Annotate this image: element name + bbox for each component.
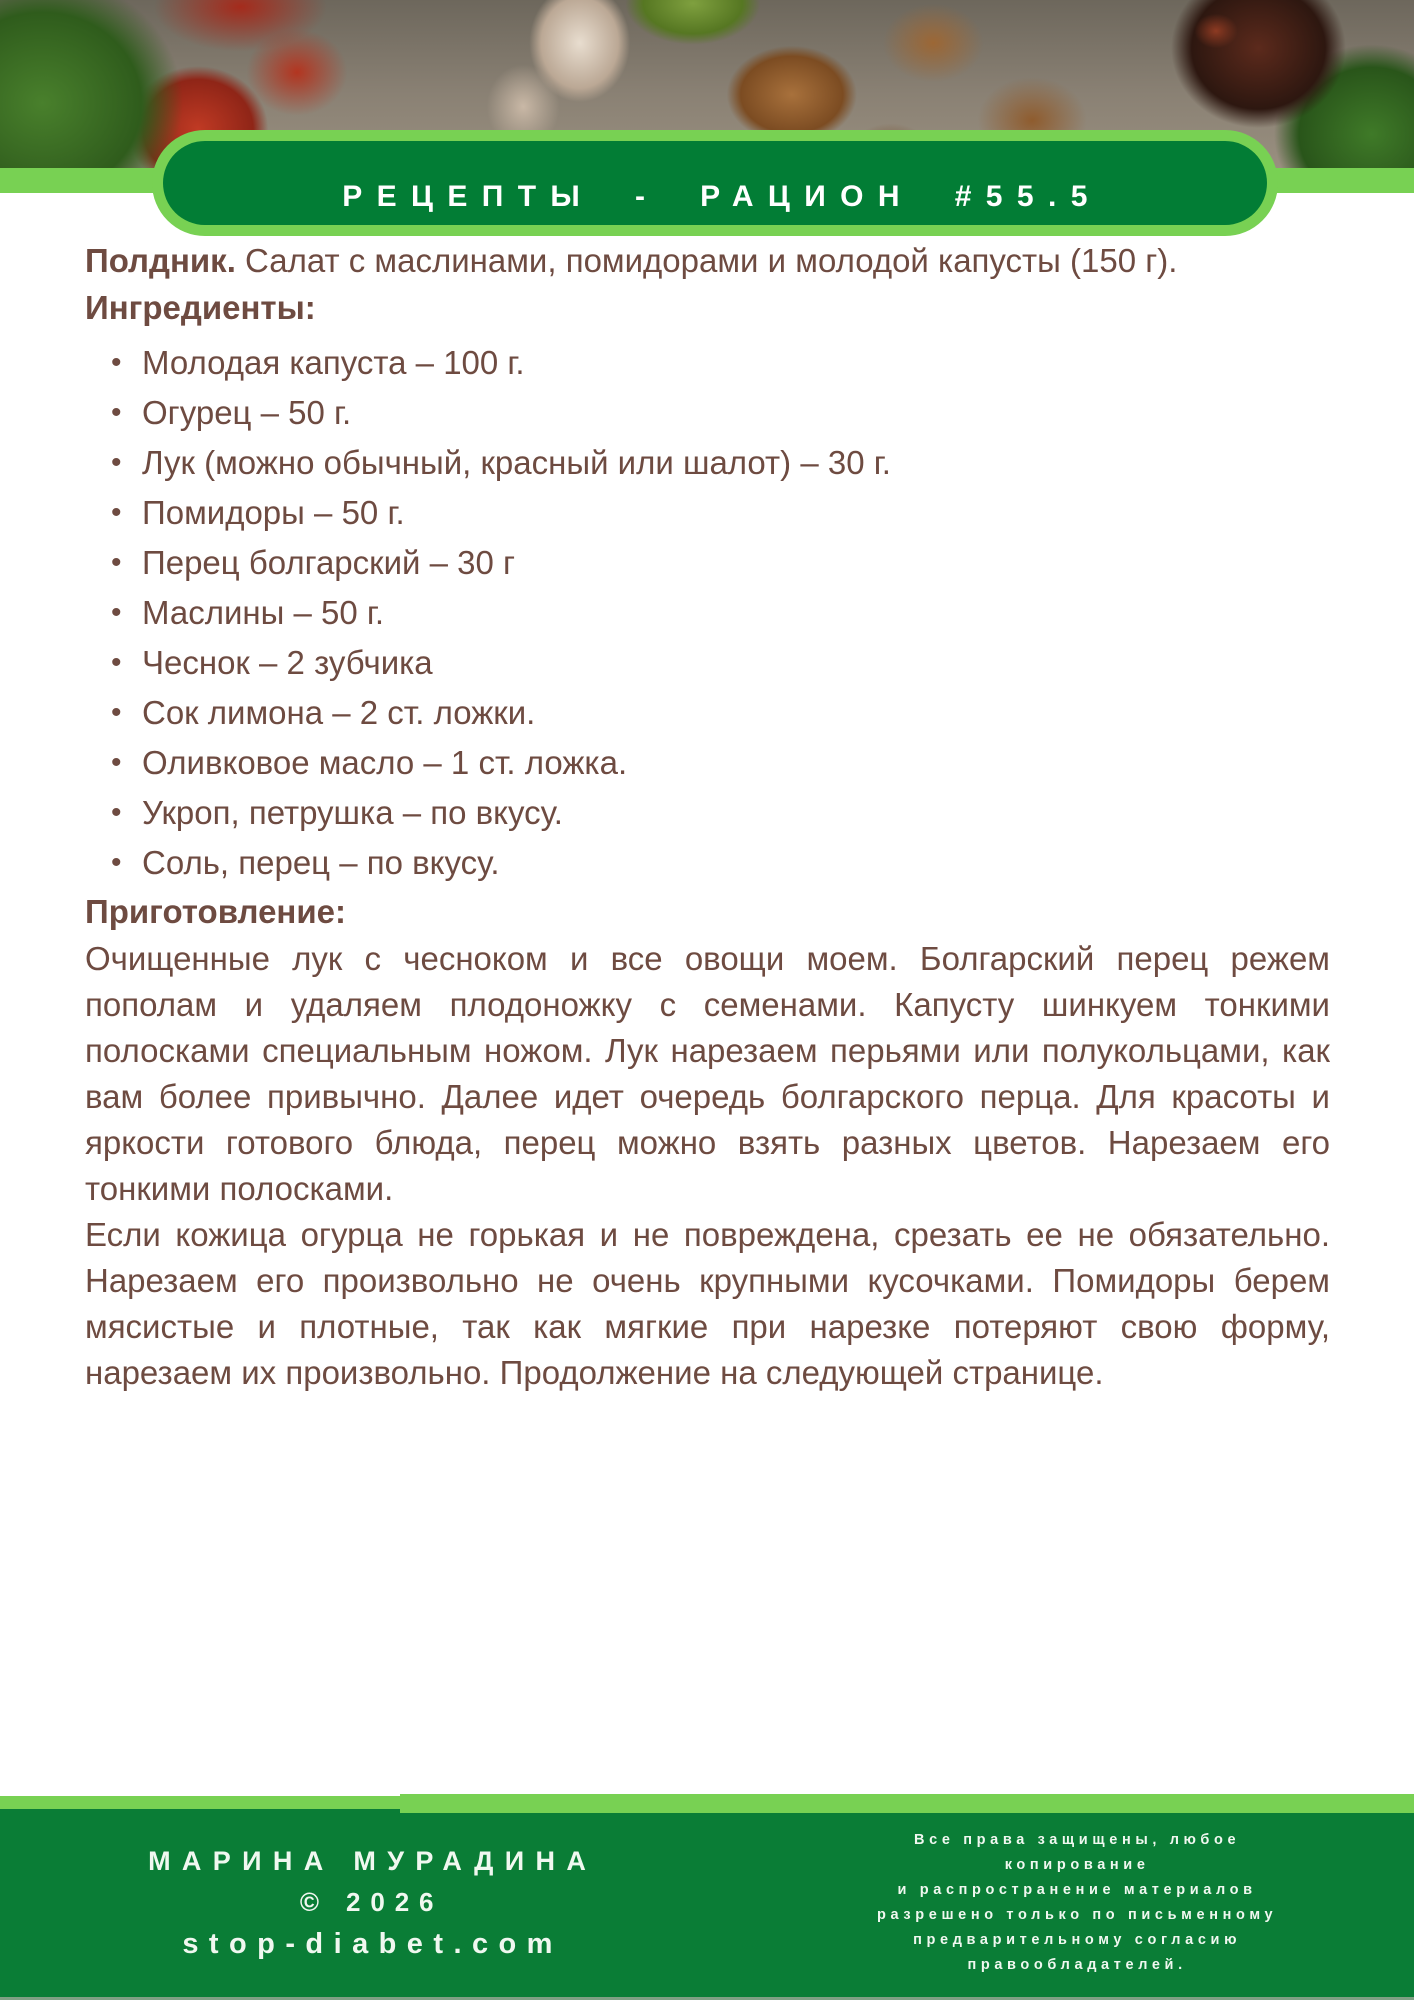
footer (0, 1794, 1414, 2000)
ingredient-item: • Огурец – 50 г. (142, 388, 1330, 438)
rights-line: предварительному согласию (913, 1932, 1242, 1948)
ingredients-heading: Ингредиенты: (85, 289, 316, 326)
ingredient-item: • Помидоры – 50 г. (142, 488, 1330, 538)
ingredient-item: • Перец болгарский – 30 г (142, 538, 1330, 588)
ingredient-item: • Оливковое масло – 1 ст. ложка. (142, 738, 1330, 788)
footer-bar (0, 1809, 1414, 1997)
ingredients-list (85, 338, 1330, 888)
author-name: МАРИНА МУРАДИНА (148, 1845, 598, 1876)
rights-line: копирование (1004, 1857, 1150, 1873)
website-url: stop-diabet.com (182, 1927, 563, 1960)
ingredient-item: • Молодая капуста – 100 г. (142, 338, 1330, 388)
banner-title: РЕЦЕПТЫ - РАЦИОН #55.5 (342, 180, 1102, 213)
meal-description: Салат с маслинами, помидорами и молодой капусты (150 г). (245, 242, 1178, 279)
banner (163, 141, 1267, 225)
ingredient-item: • Маслины – 50 г. (142, 588, 1330, 638)
ingredient-item: • Соль, перец – по вкусу. (142, 838, 1330, 888)
rights-line: правообладателей. (967, 1957, 1187, 1973)
meal-intro (85, 238, 1330, 284)
meal-name: Полдник. (85, 242, 236, 279)
rights-text (735, 1809, 1414, 1997)
footer-author-block (0, 1809, 735, 1997)
rights-line: Все права защищены, любое (914, 1832, 1241, 1848)
preparation-paragraph-2: Если кожица огурца не горькая и не повреждена, срезать ее не обязательно. Нарезаем его произвольно не очень крупными кусочками. Помидоры берем мясистые и плотные, так как мягкие при нарезке потеряют свою форму, нарезаем их произвольно. Продолжение на следующей странице. (85, 1216, 1330, 1391)
ingredient-item: • Сок лимона – 2 ст. ложки. (142, 688, 1330, 738)
rights-line: и распространение материалов (897, 1882, 1257, 1898)
ingredient-item: • Укроп, петрушка – по вкусу. (142, 788, 1330, 838)
preparation-paragraph-1: Очищенные лук с чесноком и все овощи моем. Болгарский перец режем пополам и удаляем плодоножку с семенами. Капусту шинкуем тонкими полосками специальным ножом. Лук нарезаем перьями или полукольцами, как вам более привычно. Далее идет очередь болгарского перца. Для красоты и яркости готового блюда, перец можно взять разных цветов. Нарезаем его тонкими полосками. (85, 940, 1330, 1207)
rights-line: разрешено только по письменному (877, 1907, 1278, 1923)
ingredient-item: • Чеснок – 2 зубчика (142, 638, 1330, 688)
copyright-year: © 2026 (299, 1886, 444, 1917)
footer-band-left (0, 1796, 400, 1809)
ingredient-item: • Лук (можно обычный, красный или шалот) – 30 г. (142, 438, 1330, 488)
footer-band-right (400, 1794, 1414, 1813)
preparation-heading: Приготовление: (85, 893, 346, 930)
recipe-content (85, 238, 1330, 1396)
banner-pill (152, 130, 1278, 236)
